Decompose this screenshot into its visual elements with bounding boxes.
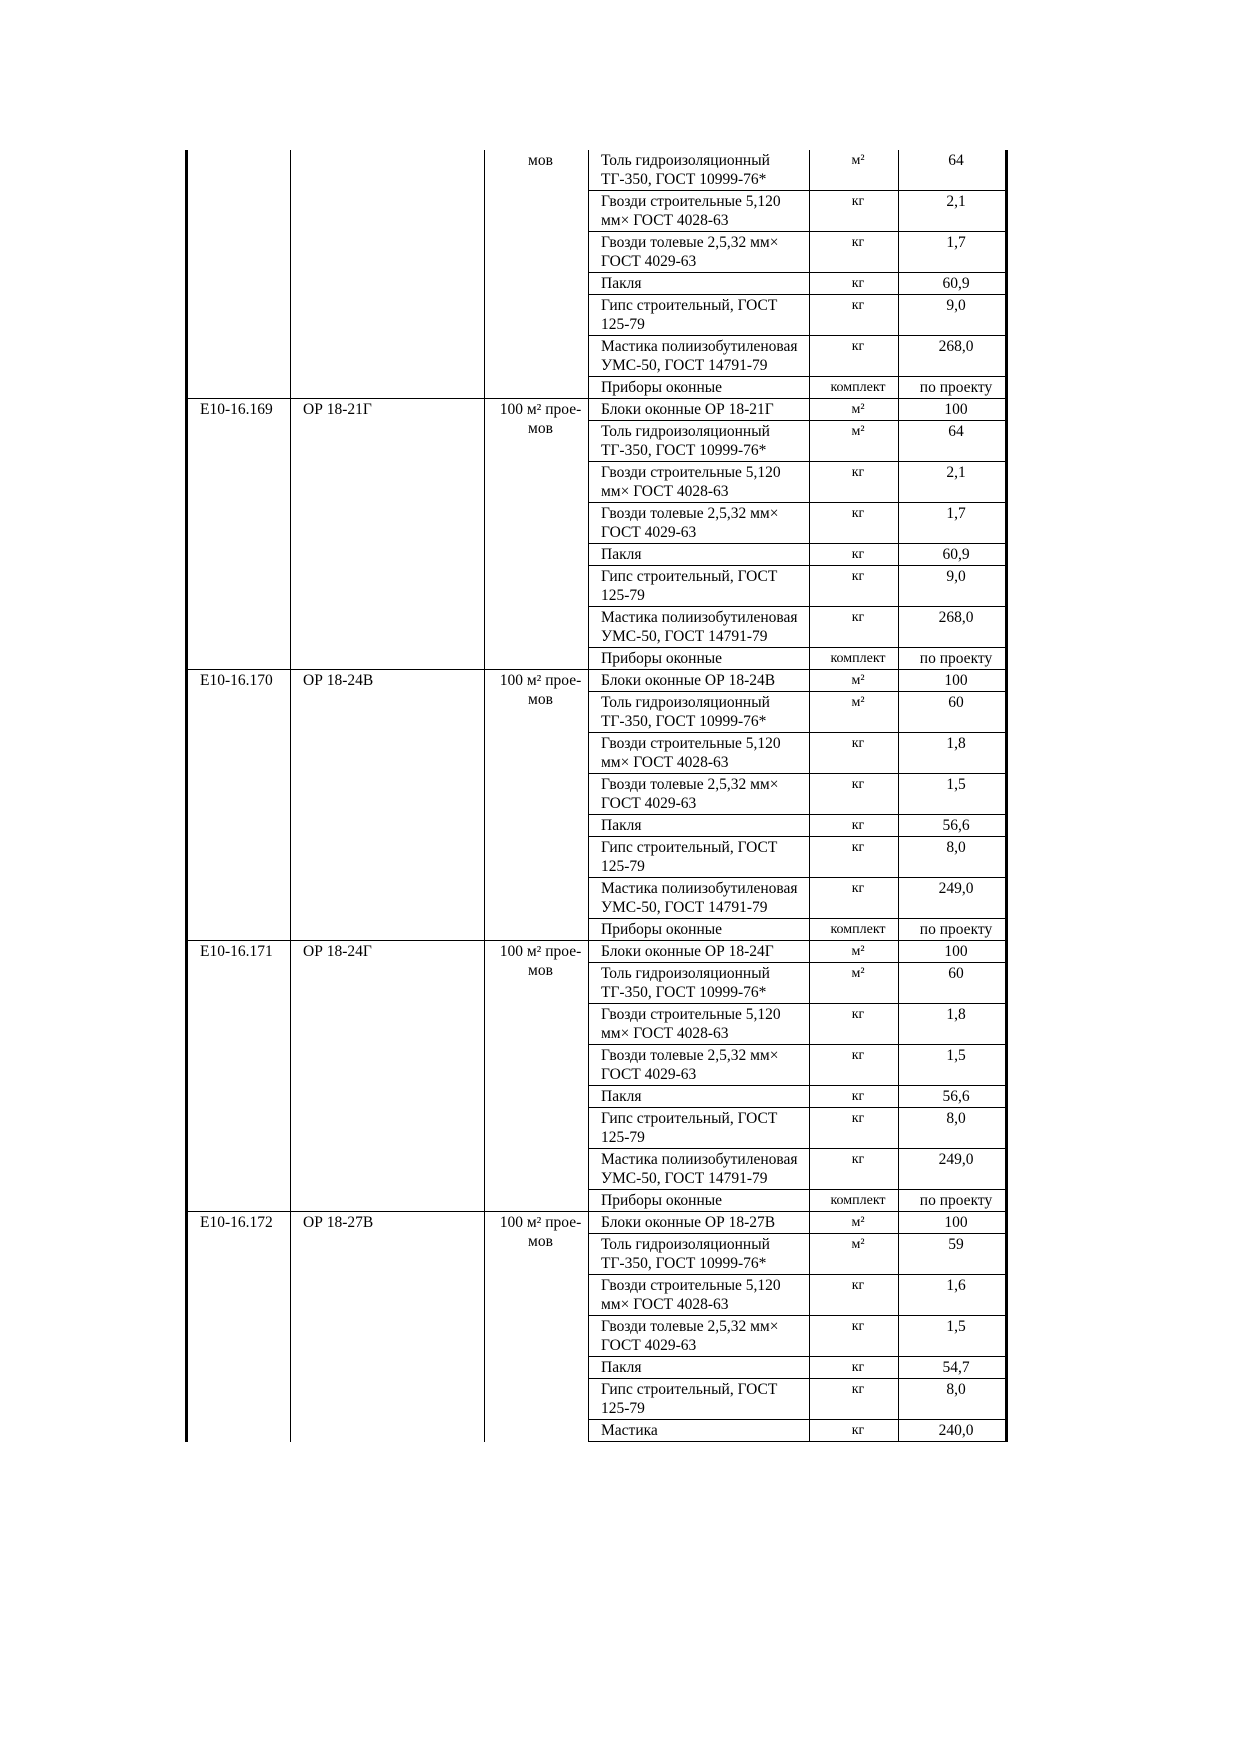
quantity-cell: 1,6: [899, 1275, 1007, 1316]
name-cell: ОР 18-27В: [291, 1212, 485, 1442]
measure-cell: м²: [810, 941, 899, 963]
quantity-cell: 8,0: [899, 1108, 1007, 1149]
quantity-cell: 54,7: [899, 1357, 1007, 1379]
resource-cell: Гвозди строительные 5,120 мм× ГОСТ 4028-63: [589, 1275, 810, 1316]
name-cell: ОР 18-21Г: [291, 399, 485, 670]
quantity-cell: по проекту: [899, 1190, 1007, 1212]
name-cell: [291, 150, 485, 399]
resource-cell: Гвозди толевые 2,5,32 мм× ГОСТ 4029-63: [589, 1316, 810, 1357]
table-row: [187, 670, 1007, 692]
code-cell: Е10-16.170: [187, 670, 291, 941]
quantity-cell: 56,6: [899, 1086, 1007, 1108]
measure-cell: м²: [810, 670, 899, 692]
quantity-cell: по проекту: [899, 377, 1007, 399]
norms-table: [185, 150, 1008, 1442]
quantity-cell: 1,5: [899, 1316, 1007, 1357]
measure-cell: кг: [810, 566, 899, 607]
measure-cell: кг: [810, 607, 899, 648]
resource-cell: Гвозди толевые 2,5,32 мм× ГОСТ 4029-63: [589, 1045, 810, 1086]
quantity-cell: 1,7: [899, 232, 1007, 273]
unit-cell: мов: [485, 150, 589, 399]
measure-cell: кг: [810, 837, 899, 878]
measure-cell: комплект: [810, 1190, 899, 1212]
norms-table-body: [187, 150, 1007, 1442]
measure-cell: кг: [810, 815, 899, 837]
resource-cell: Приборы оконные: [589, 919, 810, 941]
resource-cell: Гипс строительный, ГОСТ 125-79: [589, 295, 810, 336]
resource-cell: Мастика полиизобутиленовая УМС-50, ГОСТ 14791-79: [589, 1149, 810, 1190]
measure-cell: м²: [810, 1212, 899, 1234]
measure-cell: кг: [810, 336, 899, 377]
quantity-cell: 2,1: [899, 462, 1007, 503]
resource-cell: Приборы оконные: [589, 377, 810, 399]
resource-cell: Гвозди строительные 5,120 мм× ГОСТ 4028-63: [589, 191, 810, 232]
resource-cell: Гвозди строительные 5,120 мм× ГОСТ 4028-63: [589, 462, 810, 503]
quantity-cell: 1,8: [899, 733, 1007, 774]
quantity-cell: 56,6: [899, 815, 1007, 837]
quantity-cell: 59: [899, 1234, 1007, 1275]
measure-cell: м²: [810, 1234, 899, 1275]
code-cell: Е10-16.172: [187, 1212, 291, 1442]
name-cell: ОР 18-24В: [291, 670, 485, 941]
resource-cell: Гвозди толевые 2,5,32 мм× ГОСТ 4029-63: [589, 774, 810, 815]
quantity-cell: 9,0: [899, 295, 1007, 336]
measure-cell: м²: [810, 150, 899, 191]
measure-cell: кг: [810, 878, 899, 919]
measure-cell: кг: [810, 774, 899, 815]
quantity-cell: 1,8: [899, 1004, 1007, 1045]
measure-cell: комплект: [810, 648, 899, 670]
measure-cell: кг: [810, 1379, 899, 1420]
resource-cell: Пакля: [589, 544, 810, 566]
quantity-cell: 100: [899, 941, 1007, 963]
measure-cell: м²: [810, 399, 899, 421]
quantity-cell: 100: [899, 399, 1007, 421]
resource-cell: Толь гидроизоляционный ТГ-350, ГОСТ 10999-76*: [589, 1234, 810, 1275]
resource-cell: Толь гидроизоляционный ТГ-350, ГОСТ 10999-76*: [589, 150, 810, 191]
quantity-cell: 64: [899, 421, 1007, 462]
measure-cell: кг: [810, 1086, 899, 1108]
resource-cell: Блоки оконные ОР 18-24В: [589, 670, 810, 692]
resource-cell: Пакля: [589, 1357, 810, 1379]
quantity-cell: 60: [899, 692, 1007, 733]
measure-cell: кг: [810, 462, 899, 503]
resource-cell: Толь гидроизоляционный ТГ-350, ГОСТ 10999-76*: [589, 692, 810, 733]
name-cell: ОР 18-24Г: [291, 941, 485, 1212]
quantity-cell: 240,0: [899, 1420, 1007, 1442]
resource-cell: Приборы оконные: [589, 648, 810, 670]
resource-cell: Гипс строительный, ГОСТ 125-79: [589, 1379, 810, 1420]
resource-cell: Пакля: [589, 815, 810, 837]
resource-cell: Гипс строительный, ГОСТ 125-79: [589, 837, 810, 878]
measure-cell: кг: [810, 1045, 899, 1086]
measure-cell: кг: [810, 1316, 899, 1357]
quantity-cell: 64: [899, 150, 1007, 191]
measure-cell: кг: [810, 1149, 899, 1190]
unit-cell: 100 м² прое- мов: [485, 399, 589, 670]
resource-cell: Гвозди толевые 2,5,32 мм× ГОСТ 4029-63: [589, 232, 810, 273]
quantity-cell: 60: [899, 963, 1007, 1004]
measure-cell: кг: [810, 1357, 899, 1379]
measure-cell: кг: [810, 273, 899, 295]
measure-cell: комплект: [810, 377, 899, 399]
quantity-cell: 60,9: [899, 544, 1007, 566]
quantity-cell: 100: [899, 1212, 1007, 1234]
resource-cell: Блоки оконные ОР 18-24Г: [589, 941, 810, 963]
table-row: [187, 150, 1007, 191]
quantity-cell: 1,5: [899, 1045, 1007, 1086]
measure-cell: кг: [810, 544, 899, 566]
measure-cell: кг: [810, 1420, 899, 1442]
quantity-cell: 9,0: [899, 566, 1007, 607]
measure-cell: м²: [810, 963, 899, 1004]
resource-cell: Гвозди строительные 5,120 мм× ГОСТ 4028-63: [589, 733, 810, 774]
table-row: [187, 941, 1007, 963]
resource-cell: Пакля: [589, 273, 810, 295]
resource-cell: Толь гидроизоляционный ТГ-350, ГОСТ 10999-76*: [589, 421, 810, 462]
measure-cell: кг: [810, 232, 899, 273]
code-cell: Е10-16.171: [187, 941, 291, 1212]
quantity-cell: 100: [899, 670, 1007, 692]
quantity-cell: по проекту: [899, 919, 1007, 941]
unit-cell: 100 м² прое- мов: [485, 1212, 589, 1442]
measure-cell: м²: [810, 692, 899, 733]
quantity-cell: 249,0: [899, 1149, 1007, 1190]
resource-cell: Гипс строительный, ГОСТ 125-79: [589, 1108, 810, 1149]
resource-cell: Приборы оконные: [589, 1190, 810, 1212]
quantity-cell: 60,9: [899, 273, 1007, 295]
resource-cell: Пакля: [589, 1086, 810, 1108]
resource-cell: Мастика полиизобутиленовая УМС-50, ГОСТ 14791-79: [589, 607, 810, 648]
resource-cell: Блоки оконные ОР 18-21Г: [589, 399, 810, 421]
quantity-cell: 268,0: [899, 607, 1007, 648]
measure-cell: кг: [810, 733, 899, 774]
code-cell: Е10-16.169: [187, 399, 291, 670]
quantity-cell: по проекту: [899, 648, 1007, 670]
table-row: [187, 1212, 1007, 1234]
measure-cell: кг: [810, 1275, 899, 1316]
resource-cell: Мастика полиизобутиленовая УМС-50, ГОСТ 14791-79: [589, 878, 810, 919]
code-cell: [187, 150, 291, 399]
measure-cell: кг: [810, 295, 899, 336]
quantity-cell: 1,7: [899, 503, 1007, 544]
measure-cell: кг: [810, 191, 899, 232]
measure-cell: комплект: [810, 919, 899, 941]
resource-cell: Мастика: [589, 1420, 810, 1442]
resource-cell: Гвозди толевые 2,5,32 мм× ГОСТ 4029-63: [589, 503, 810, 544]
unit-cell: 100 м² прое- мов: [485, 941, 589, 1212]
measure-cell: кг: [810, 1004, 899, 1045]
resource-cell: Мастика полиизобутиленовая УМС-50, ГОСТ 14791-79: [589, 336, 810, 377]
measure-cell: кг: [810, 503, 899, 544]
resource-cell: Гипс строительный, ГОСТ 125-79: [589, 566, 810, 607]
unit-cell: 100 м² прое- мов: [485, 670, 589, 941]
resource-cell: Толь гидроизоляционный ТГ-350, ГОСТ 10999-76*: [589, 963, 810, 1004]
quantity-cell: 1,5: [899, 774, 1007, 815]
table-row: [187, 399, 1007, 421]
resource-cell: Гвозди строительные 5,120 мм× ГОСТ 4028-63: [589, 1004, 810, 1045]
quantity-cell: 2,1: [899, 191, 1007, 232]
resource-cell: Блоки оконные ОР 18-27В: [589, 1212, 810, 1234]
quantity-cell: 8,0: [899, 837, 1007, 878]
quantity-cell: 268,0: [899, 336, 1007, 377]
quantity-cell: 249,0: [899, 878, 1007, 919]
measure-cell: кг: [810, 1108, 899, 1149]
quantity-cell: 8,0: [899, 1379, 1007, 1420]
measure-cell: м²: [810, 421, 899, 462]
